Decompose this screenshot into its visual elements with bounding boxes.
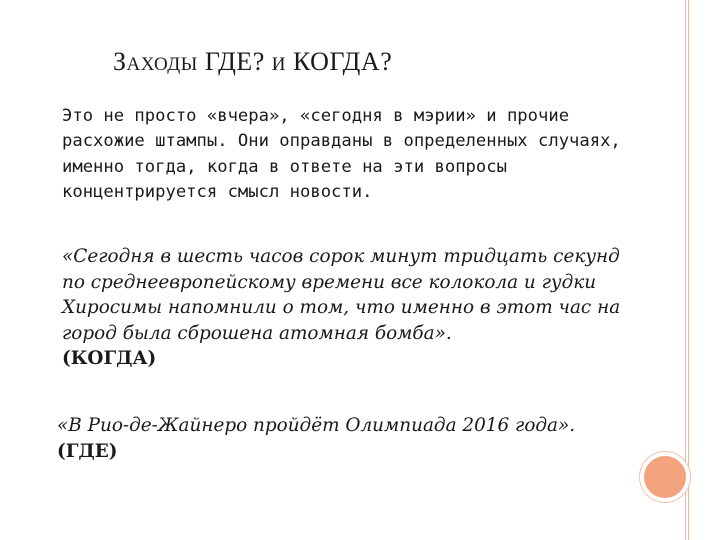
decorative-circle bbox=[640, 452, 690, 502]
title-word-rest: АХОДЫ bbox=[126, 54, 198, 75]
example-when-quote: «Сегодня в шесть часов сорок минут тридцать секунд по среднеевропейскому времени все колокола и гудки Хиросимы напомнили о том, что именно в этот час на город была сброшена атомная бомба». bbox=[62, 246, 621, 344]
slide-title bbox=[113, 47, 392, 77]
slide-border-line bbox=[685, 0, 689, 540]
title-and: И bbox=[271, 54, 286, 75]
title-first-letter: З bbox=[113, 47, 127, 76]
example-where-quote: «В Рио-де-Жайнеро пройдёт Олимпиада 2016 года». bbox=[57, 415, 576, 436]
example-when-tag: (КОГДА) bbox=[62, 348, 157, 369]
intro-paragraph: Это не просто «вчера», «сегодня в мэрии» и прочие расхожие штампы. Они оправданы в определенных случаях, именно тогда, когда в ответе на эти вопросы концентрируется смысл новости. bbox=[62, 106, 621, 203]
title-where: ГДЕ? bbox=[204, 47, 265, 76]
example-when-paragraph bbox=[62, 244, 637, 372]
example-where-tag: (ГДЕ) bbox=[57, 440, 118, 462]
title-when: КОГДА? bbox=[292, 47, 393, 76]
example-where-paragraph bbox=[57, 413, 632, 464]
